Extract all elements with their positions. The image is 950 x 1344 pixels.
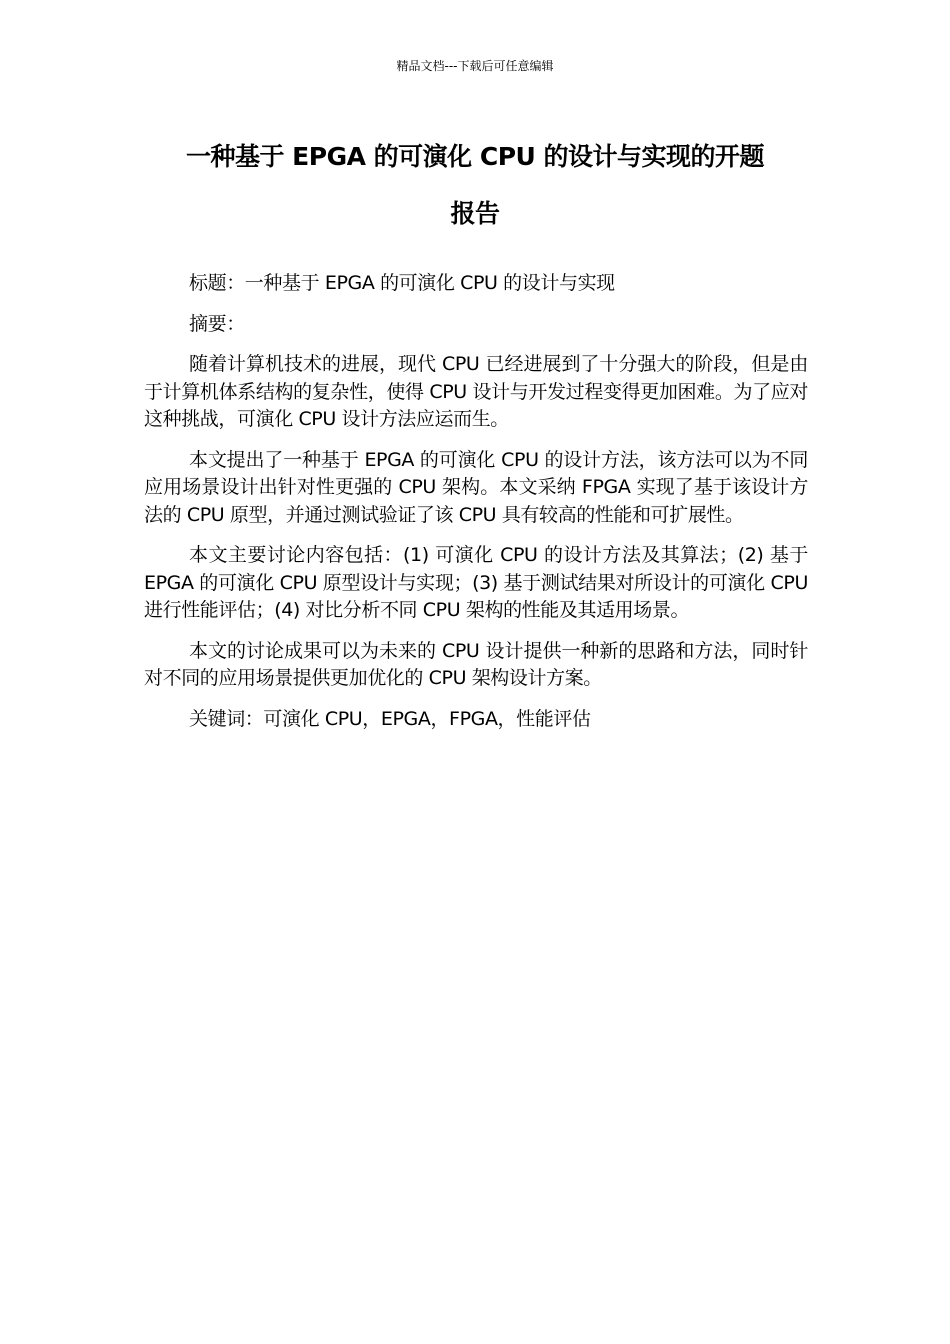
abstract-label: 摘要：	[189, 312, 245, 335]
abstract-paragraph-1: 随着计算机技术的进展，现代 CPU 已经进展到了十分强大的阶段，但是由于计算机体系结构的复杂性，使得 CPU 设计与开发过程变得更加困难。为了应对这种挑战，可演化 CPU 设计方法应运而生。	[144, 353, 808, 430]
document-title	[140, 128, 810, 242]
keywords-line: 关键词：可演化 CPU，EPGA，FPGA，性能评估	[189, 707, 591, 730]
document-body	[144, 270, 808, 746]
subject-line: 标题：一种基于 EPGA 的可演化 CPU 的设计与实现	[189, 272, 615, 294]
abstract-paragraph-2: 本文提出了一种基于 EPGA 的可演化 CPU 的设计方法，该方法可以为不同应用场景设计出针对性更强的 CPU 架构。本文采纳 FPGA 实现了基于该设计方法的 CPU 原型，并通过测试验证了该 CPU 具有较高的性能和可扩展性。	[144, 448, 808, 526]
page-header-note: 精品文档---下载后可任意编辑	[396, 59, 554, 73]
document-title-line-1: 一种基于 EPGA 的可演化 CPU 的设计与实现的开题	[185, 142, 765, 171]
document-title-line-2: 报告	[450, 199, 500, 228]
abstract-paragraph-3: 本文主要讨论内容包括：(1) 可演化 CPU 的设计方法及其算法；(2) 基于 EPGA 的可演化 CPU 原型设计与实现；(3) 基于测试结果对所设计的可演化 CPU 进行性能评估；(4) 对比分析不同 CPU 架构的性能及其适用场景。	[144, 544, 808, 621]
abstract-paragraph-4: 本文的讨论成果可以为未来的 CPU 设计提供一种新的思路和方法，同时针对不同的应用场景提供更加优化的 CPU 架构设计方案。	[144, 639, 808, 689]
